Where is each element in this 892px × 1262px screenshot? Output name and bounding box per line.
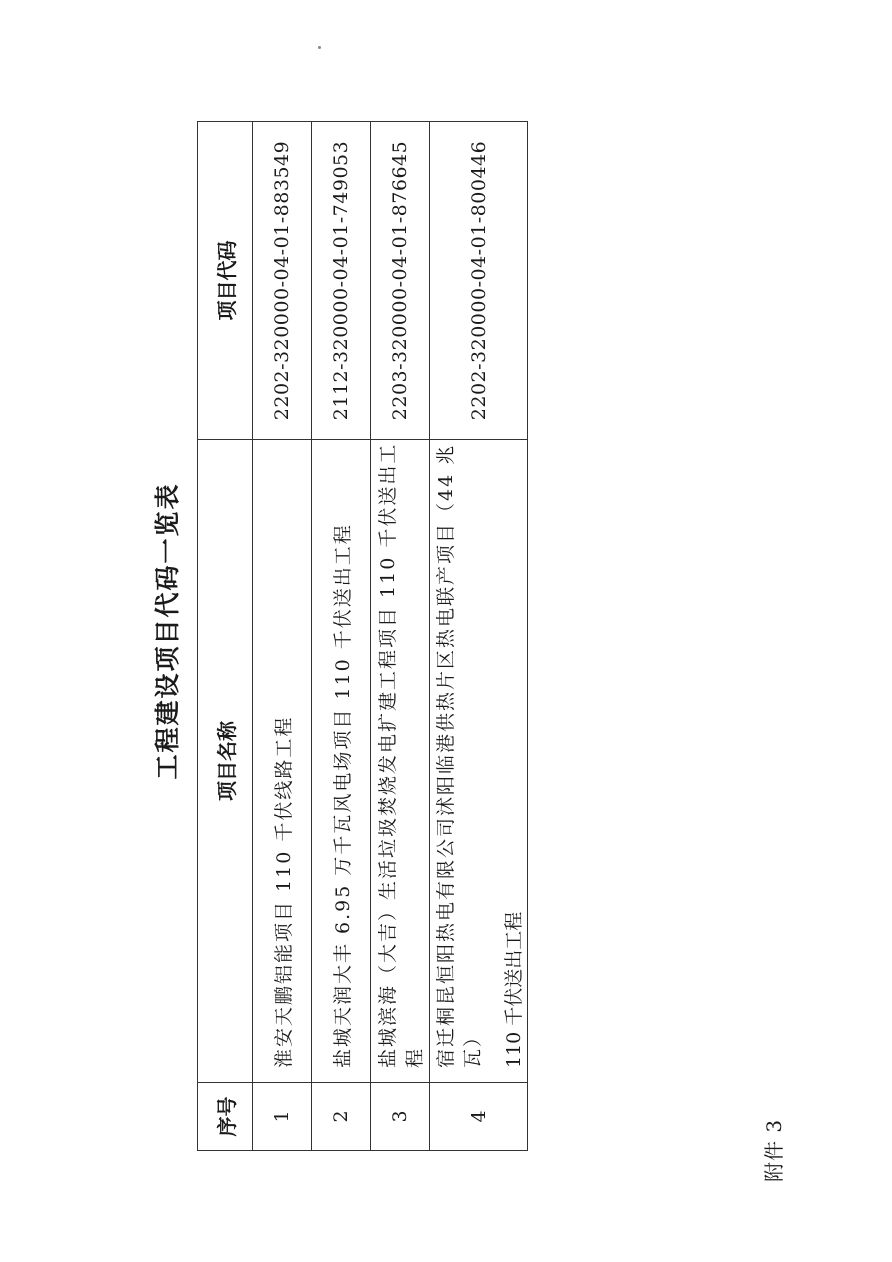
scan-speck [318,46,321,49]
project-code: 2202-320000-04-01-800446 [430,122,528,440]
column-header-no: 序号 [198,1083,253,1151]
project-name [430,440,528,1083]
table-header-row [198,122,253,1151]
column-header-code: 项目代码 [198,122,253,440]
row-number: 2 [312,1083,371,1151]
document-title: 工程建设项目代码一览表 [153,482,182,780]
project-code-table [197,121,528,1151]
project-name: 盐城滨海（大吉）生活垃圾焚烧发电扩建工程项目 110 千伏送出工程 [371,440,430,1083]
row-number: 1 [253,1083,312,1151]
table-row [430,122,528,1151]
table-row [253,122,312,1151]
project-name-line-2: 110 千伏送出工程 [503,911,525,1068]
project-name: 淮安天鹏铝能项目 110 千伏线路工程 [253,440,312,1083]
table-row [371,122,430,1151]
project-code: 2202-320000-04-01-883549 [253,122,312,440]
project-name: 盐城天润大丰 6.95 万千瓦风电场项目 110 千伏送出工程 [312,440,371,1083]
project-code: 2203-320000-04-01-876645 [371,122,430,440]
table-row [312,122,371,1151]
project-code: 2112-320000-04-01-749053 [312,122,371,440]
project-name-line-1: 宿迁桐昆恒阳热电有限公司沭阳临港供热片区热电联产项目（44 兆瓦） [435,443,484,1068]
attachment-label: 附件 3 [762,1118,786,1182]
column-header-name: 项目名称 [198,440,253,1083]
row-number: 3 [371,1083,430,1151]
row-number: 4 [430,1083,528,1151]
